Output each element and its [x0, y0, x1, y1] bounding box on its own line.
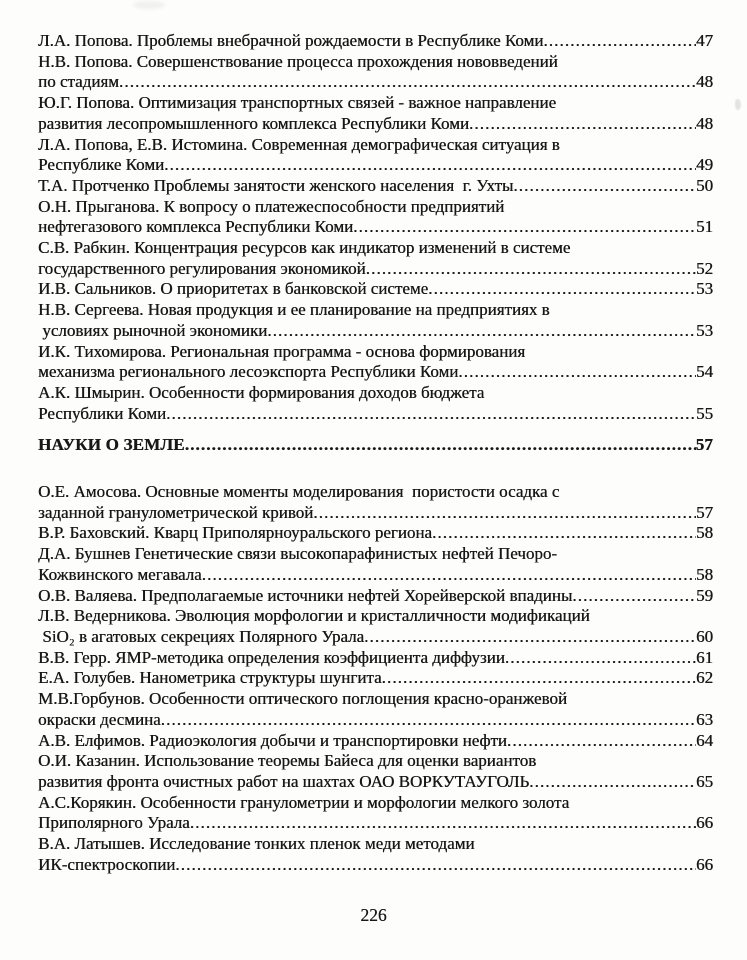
toc-entry-row [38, 751, 713, 772]
toc-entry-page-number: 49 [696, 155, 713, 175]
toc-entry-row [38, 383, 713, 404]
toc-entry-row [38, 155, 713, 176]
toc-entry-text: механизма регионального лесоэкспорта Республики Коми [38, 362, 459, 382]
toc-entry-row [38, 834, 713, 855]
dot-leader [366, 259, 696, 280]
toc-entry-text: Н.В. Сергеева. Новая продукция и ее планирование на предприятиях в [38, 300, 550, 320]
toc-entry-text: А.С.Корякин. Особенности гранулометрии и морфологии мелкого золота [38, 792, 570, 812]
page-number: 226 [360, 905, 387, 925]
toc-entry-text: развития фронта очистных работ на шахтах ОАО ВОРКУТАУГОЛЬ [38, 771, 530, 791]
toc-entry-row [38, 238, 713, 259]
toc-entry-row [38, 503, 713, 524]
dot-leader [469, 114, 696, 135]
toc-entry-row [38, 813, 713, 834]
dot-leader [513, 176, 696, 197]
toc-entry-page-number: 61 [696, 647, 713, 667]
dot-leader [119, 72, 696, 93]
dot-leader [543, 31, 696, 52]
dot-leader [166, 404, 696, 425]
toc-entry-row [38, 710, 713, 731]
toc-entry-text: условиях рыночной экономики [38, 320, 268, 340]
toc-entry-page-number: 58 [696, 564, 713, 584]
toc-entry-page-number: 47 [696, 31, 713, 50]
toc-entry-page-number: 65 [696, 771, 713, 791]
toc-list [38, 31, 713, 875]
dot-leader [529, 772, 696, 793]
toc-entry-text: М.В.Горбунов. Особенности оптического поглощения красно-оранжевой [38, 689, 567, 709]
toc-entry-text: Д.А. Бушнев Генетические связи высокопарафинистых нефтей Печоро- [38, 544, 557, 564]
toc-entry-row [38, 279, 713, 300]
dot-leader [267, 321, 696, 342]
toc-entry-page-number: 48 [696, 72, 713, 92]
dot-leader [190, 813, 696, 834]
section-heading-row [38, 435, 713, 456]
toc-entry-text: А.В. Елфимов. Радиоэкология добычи и транспортировки нефти [38, 730, 507, 750]
dot-leader [572, 586, 696, 607]
scan-speck [735, 99, 741, 110]
dot-leader [364, 627, 696, 648]
toc-entry-page-number: 63 [696, 709, 713, 729]
toc-entry-text: Е.А. Голубев. Нанометрика структуры шунгита [38, 668, 382, 688]
toc-entry-row [38, 321, 713, 342]
toc-entry-row [38, 135, 713, 156]
toc-entry-page-number: 53 [696, 279, 713, 299]
toc-entry-text: окраски десмина [38, 709, 161, 729]
toc-entry-page-number: 59 [696, 585, 713, 605]
dot-leader [505, 648, 696, 669]
toc-entry-text: Республике Коми [38, 155, 165, 175]
toc-entry-row [38, 114, 713, 135]
toc-entry-text: нефтегазового комплекса Республики Коми [38, 217, 354, 237]
toc-entry-row [38, 482, 713, 503]
toc-entry-text: Т.А. Протченко Проблемы занятости женского населения г. Ухты [38, 175, 514, 195]
toc-entry-row [38, 176, 713, 197]
dot-leader [428, 279, 696, 300]
toc-entry-page-number: 48 [696, 113, 713, 133]
section-heading-page-number: 57 [695, 435, 713, 455]
toc-entry-row [38, 72, 713, 93]
toc-entry-text: О.И. Казанин. Использование теоремы Байеса для оценки вариантов [38, 751, 537, 771]
toc-entry-row [38, 668, 713, 689]
toc-entry-text: Приполярного Урала [38, 813, 190, 833]
toc-entry-page-number: 66 [696, 813, 713, 833]
toc-entry-row [38, 197, 713, 218]
toc-entry-text: Республики Коми [38, 403, 167, 423]
toc-entry-text: Л.А. Попова, Е.В. Истомина. Современная демографическая ситуация в [38, 134, 560, 154]
dot-leader [164, 155, 696, 176]
toc-entry-text: по стадиям [38, 72, 119, 92]
toc-entry-page-number: 50 [696, 175, 713, 195]
toc-entry-text: Н.В. Попова. Совершенствование процесса прохождения нововведений [38, 51, 558, 71]
toc-entry-row [38, 544, 713, 565]
dot-leader [432, 523, 696, 544]
dot-leader [458, 362, 696, 383]
toc-entry-text: заданной гранулометрической кривой [38, 502, 314, 522]
toc-entry-text: Кожвинского мегавала [38, 564, 202, 584]
toc-entry-page-number: 66 [696, 854, 713, 874]
toc-entry-row [38, 31, 713, 52]
toc-entry-text: развития лесопромышленного комплекса Республики Коми [38, 113, 469, 133]
toc-entry-row [38, 689, 713, 710]
toc-entry-row [38, 342, 713, 363]
toc-entry-row [38, 523, 713, 544]
dot-leader [185, 435, 696, 456]
toc-entry-row [38, 217, 713, 238]
toc-entry-row [38, 627, 713, 648]
toc-entry-text: И.К. Тихомирова. Региональная программа - основа формирования [38, 341, 526, 361]
toc-entry-page-number: 54 [696, 362, 713, 382]
toc-entry-row [38, 362, 713, 383]
toc-entry-text: ИК-спектроскопии [38, 854, 176, 874]
toc-entry-row [38, 586, 713, 607]
toc-entry-row [38, 565, 713, 586]
toc-entry-row [38, 855, 713, 876]
scan-smudge [133, 1, 165, 9]
toc-entry-text: государственного регулирования экономикой [38, 258, 366, 278]
toc-entry-page-number: 51 [696, 217, 713, 237]
dot-leader [161, 710, 696, 731]
toc-entry-text: О.Е. Амосова. Основные моменты моделирования пористости осадка с [38, 482, 560, 502]
section-heading-text: НАУКИ О ЗЕМЛЕ [38, 435, 185, 455]
toc-entry-row [38, 259, 713, 280]
dot-leader [353, 217, 696, 238]
dot-leader [507, 731, 696, 752]
toc-entry-text: Л.В. Ведерникова. Эволюция морфологии и кристалличности модификаций [38, 606, 590, 626]
toc-entry-row [38, 404, 713, 425]
toc-entry-row [38, 606, 713, 627]
toc-entry-row [38, 648, 713, 669]
toc-entry-row [38, 300, 713, 321]
toc-entry-page-number: 62 [696, 668, 713, 688]
toc-entry-text: В.А. Латышев. Исследование тонких пленок меди методами [38, 834, 475, 854]
toc-entry-page-number: 57 [696, 502, 713, 522]
toc-entry-row [38, 93, 713, 114]
toc-entry-text: А.К. Шмырин. Особенности формирования доходов бюджета [38, 382, 485, 402]
toc-entry-text: И.В. Сальников. О приоритетах в банковской системе [38, 279, 429, 299]
toc-entry-text: С.В. Рабкин. Концентрация ресурсов как индикатор изменений в системе [38, 238, 571, 258]
dot-leader [202, 565, 696, 586]
toc-entry-row [38, 772, 713, 793]
toc-entry-page-number: 53 [696, 320, 713, 340]
toc-entry-text: Л.А. Попова. Проблемы внебрачной рождаемости в Республике Коми [38, 31, 544, 50]
toc-entry-text: В.Р. Баховский. Кварц Приполярноуральского региона [38, 523, 432, 543]
toc-entry-page-number: 60 [696, 626, 713, 646]
toc-entry-text: Ю.Г. Попова. Оптимизация транспортных связей - важное направление [38, 93, 557, 113]
toc-entry-page-number: 58 [696, 523, 713, 543]
toc-entry-text: О.Н. Прыганова. К вопросу о платежеспособности предприятий [38, 196, 505, 216]
toc-entry-page-number: 52 [696, 258, 713, 278]
dot-leader [175, 855, 696, 876]
toc-entry-row [38, 793, 713, 814]
toc-entry-text: SiO₂ в агатовых секрециях Полярного Урала [38, 626, 365, 646]
dot-leader [313, 503, 696, 524]
toc-entry-text: О.В. Валяева. Предполагаемые источники нефтей Хорейверской впадины [38, 585, 573, 605]
dot-leader [382, 668, 696, 689]
toc-entry-text: В.В. Герр. ЯМР-методика определения коэффициента диффузии [38, 647, 505, 667]
toc-entry-page-number: 55 [696, 403, 713, 423]
toc-entry-page-number: 64 [696, 730, 713, 750]
toc-entry-row [38, 52, 713, 73]
toc-entry-row [38, 731, 713, 752]
